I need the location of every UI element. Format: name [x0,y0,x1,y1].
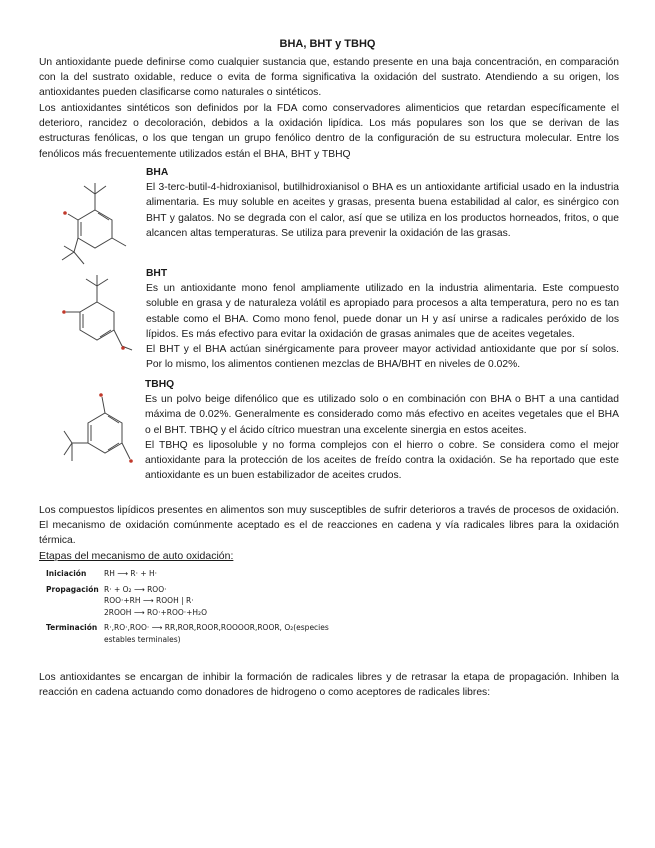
terminacion-reaction-2: estables terminales) [104,634,181,644]
bht-structure-image [50,272,145,362]
lipid-oxidation-paragraph: Los compuestos lipídicos presentes en alimentos son muy susceptibles de sufrir deterioros a través de procesos de oxidación. El mecanismo de oxidación comúnmente aceptado es el de reacciones en cadena y vía radicales libres para la oxidación térmica. [39,505,619,547]
bha-section [146,165,619,241]
mechanism-row-terminacion-2 [46,634,356,646]
mechanism-title: Etapas del mecanismo de auto oxidación: [39,550,234,562]
propagacion-reaction-2: ROO·+RH ⟶ ROOH | R· [104,596,194,605]
mechanism-row-propagacion-3 [46,607,356,619]
mechanism-row-iniciacion [46,568,356,580]
terminacion-label: Terminación [46,623,98,632]
bht-paragraph-2: El BHT y el BHA actúan sinérgicamente para proveer mayor actividad antioxidante que por sí solos. Por lo mismo, los alimentos contienen mezclas de BHA/BHT en niveles de 0.02%. [146,344,619,371]
bht-paragraph-1: Es un antioxidante mono fenol ampliamente utilizado en la industria alimentaria. Este compuesto soluble en grasa y de naturaleza volátil es apropiado para procesos a alta temperatura, pero no es tan estable como el BHA. Como mono fenol, puede donar un H y así unirse a radicales peróxido de los lípidos. Es más efectivo para evitar la oxidación de grasas animales que de aceites vegetales. [146,283,619,340]
tbhq-paragraph-2: El TBHQ es liposoluble y no forma complejos con el hierro o cobre. Se considera como el mejor antioxidante para la protección de los aceites de freído contra la oxidación. Se ha reportado que este antioxidante es un buen estabilizador de aceites crudos. [145,439,619,482]
bha-paragraph: El 3-terc-butil-4-hidroxianisol, butilhidroxianisol o BHA es un antioxidante artificial usado en la industria alimentaria. Es muy soluble en aceites y grasas, presenta buena estabilidad al calor, es sinérgico con BHT y galatos. No se degrada con el calor, así que se utiliza en los productos horneados, fritos, o que alcancen altas temperaturas. Se utiliza para prevenir la oxidación de las grasas. [146,182,619,239]
tbhq-section [145,377,619,483]
intro-paragraph-2: Los antioxidantes sintéticos son definidos por la FDA como conservadores alimenticios que retardan específicamente el deterioro, rancidez o decoloración, debidos a la oxidación lipídica. Los más populares son los que se derivan de las estructuras fenólicas, o los que tengan un grupo fenólico dentro de la configuración de su estructura molecular. Entre los fenólicos más frecuentemente utilizados están el BHA, BHT y TBHQ [39,103,619,160]
mechanism-row-propagacion-1 [46,584,356,596]
tbhq-paragraph-1: Es un polvo beige difenólico que es utilizado solo o en combinación con BHA o BHT a una cantidad máxima de 0.02%. Generalmente es considerado como más efectivo en aceites vegetales que el BHA o el BHT. TBHQ y el ácido cítrico muestran una excelente sinergia en estos aceites. [145,394,619,436]
bht-heading: BHT [146,268,168,279]
bha-heading: BHA [146,167,169,178]
tbhq-heading: TBHQ [145,379,175,390]
terminacion-reaction-1: R·,RO·,ROO· ⟶ RR,ROR,ROOR,ROOOOR,ROOR, O₂(especies [104,623,329,632]
iniciacion-reaction: RH ⟶ R· + H· [104,569,158,578]
intro-paragraph-1: Un antioxidante puede definirse como cualquier sustancia que, estando presente en una baja concentración, en comparación con la del sustrato oxidable, reduce o evita de forma significativa la oxidación del sustrato. Atendiendo a su origen, los antioxidantes pueden clasificarse como naturales o sintéticos. [39,57,619,99]
document-title: BHA, BHT y TBHQ [279,38,376,50]
mechanism-scheme [46,568,356,645]
propagacion-reaction-1: R· + O₂ ⟶ ROO· [104,584,167,594]
mechanism-row-terminacion-1 [46,622,356,634]
propagacion-reaction-3: 2ROOH ⟶ RO·+ROO·+H₂O [104,607,207,617]
final-paragraph: Los antioxidantes se encargan de inhibir la formación de radicales libres y de retrasar la etapa de propagación. Inhiben la reacción en cadena actuando como donadores de hidrogeno o como aceptores de radicales libres: [39,672,619,699]
iniciacion-label: Iniciación [46,569,87,578]
bha-structure-image [50,180,145,270]
propagacion-label: Propagación [46,584,99,594]
mechanism-row-propagacion-2 [46,595,356,607]
tbhq-structure-image [50,385,145,480]
bht-section [146,266,619,372]
